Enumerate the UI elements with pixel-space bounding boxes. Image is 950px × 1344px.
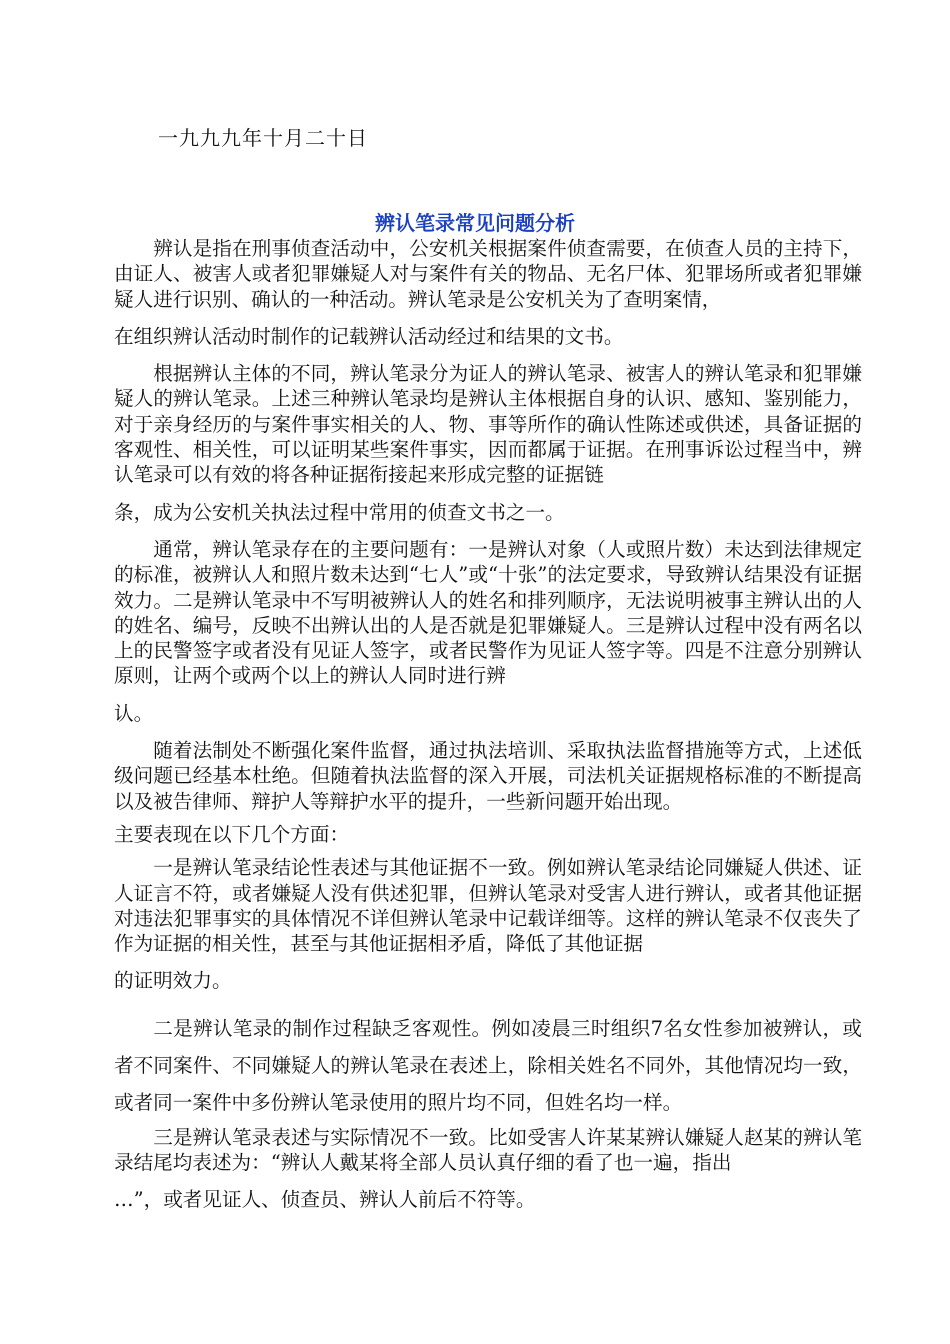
paragraph-text: 三是辨认笔录表述与实际情况不一致。比如受害人许某某辨认嫌疑人赵某的辨认笔录结尾均表述为：“辨认人戴某将全部人员认真仔细的看了也一遍，指出 — [114, 1125, 862, 1175]
paragraph-3-tail: 认。 — [114, 701, 154, 725]
paragraph-5 — [114, 855, 862, 956]
paragraph-text: 根据辨认主体的不同，辨认笔录分为证人的辨认笔录、被害人的辨认笔录和犯罪嫌疑人的辨认笔录。上述三种辨认笔录均是辨认主体根据自身的认识、感知、鉴别能力，对于亲身经历的与案件事实相关的人、物、事等所作的确认性陈述或供述，具备证据的客观性、相关性，可以证明某些案件事实，因而都属于证据。在刑事诉讼过程当中，辨认笔录可以有效的将各种证据衔接起来形成完整的证据链 — [114, 362, 862, 487]
paragraph-4-tail: 主要表现在以下几个方面： — [114, 822, 350, 846]
paragraph-text: 通常，辨认笔录存在的主要问题有：一是辨认对象（人或照片数）未达到法律规定的标准，被辨认人和照片数未达到“七人”或“十张”的法定要求，导致辨认结果没有证据效力。二是辨认笔录中不写明被辨认人的姓名和排列顺序，无法说明被事主辨认出的人的姓名、编号，反映不出辨认出的人是否就是犯罪嫌疑人。三是辨认过程中没有两名以上的民警签字或者没有见证人签字，或者民警作为见证人签字等。四是不注意分别辨认原则，让两个或两个以上的辨认人同时进行辨 — [114, 537, 862, 688]
paragraph-7-tail: …”，或者见证人、侦查员、辨认人前后不符等。 — [114, 1188, 536, 1212]
paragraph-5-tail: 的证明效力。 — [114, 969, 232, 993]
document-date: 一九九九年十月二十日 — [158, 126, 368, 150]
paragraph-1-tail: 在组织辨认活动时制作的记载辨认活动经过和结果的文书。 — [114, 324, 624, 348]
paragraph-text: 辨认是指在刑事侦查活动中，公安机关根据案件侦查需要，在侦查人员的主持下，由证人、被害人或者犯罪嫌疑人对与案件有关的物品、无名尸体、犯罪场所或者犯罪嫌疑人进行识别、确认的一种活动。辨认笔录是公安机关为了查明案情， — [114, 237, 862, 311]
paragraph-2-tail: 条，成为公安机关执法过程中常用的侦查文书之一。 — [114, 500, 565, 524]
paragraph-4 — [114, 738, 862, 814]
paragraph-6: 二是辨认笔录的制作过程缺乏客观性。例如凌晨三时组织7名女性参加被辨认，或者不同案件、不同嫌疑人的辨认笔录在表述上，除相关姓名不同外，其他情况均一致，或者同一案件中多份辨认笔录使用的照片均不同，但姓名均一样。 — [114, 1016, 862, 1114]
document-body — [114, 236, 862, 1213]
section-title: 辨认笔录常见问题分析 — [375, 211, 575, 235]
paragraph-1 — [114, 236, 862, 312]
paragraph-text: 一是辨认笔录结论性表述与其他证据不一致。例如辨认笔录结论同嫌疑人供述、证人证言不符，或者嫌疑人没有供述犯罪，但辨认笔录对受害人进行辨认，或者其他证据对违法犯罪事实的具体情况不详但辨认笔录中记载详细等。这样的辨认笔录不仅丧失了作为证据的相关性，甚至与其他证据相矛盾，降低了其他证据 — [114, 856, 862, 956]
paragraph-text: 随着法制处不断强化案件监督，通过执法培训、采取执法监督措施等方式，上述低级问题已经基本杜绝。但随着执法监督的深入开展，司法机关证据规格标准的不断提高以及被告律师、辩护人等辩护水平的提升，一些新问题开始出现。 — [114, 739, 862, 813]
paragraph-7 — [114, 1125, 862, 1176]
paragraph-2 — [114, 361, 862, 487]
paragraph-3 — [114, 537, 862, 689]
